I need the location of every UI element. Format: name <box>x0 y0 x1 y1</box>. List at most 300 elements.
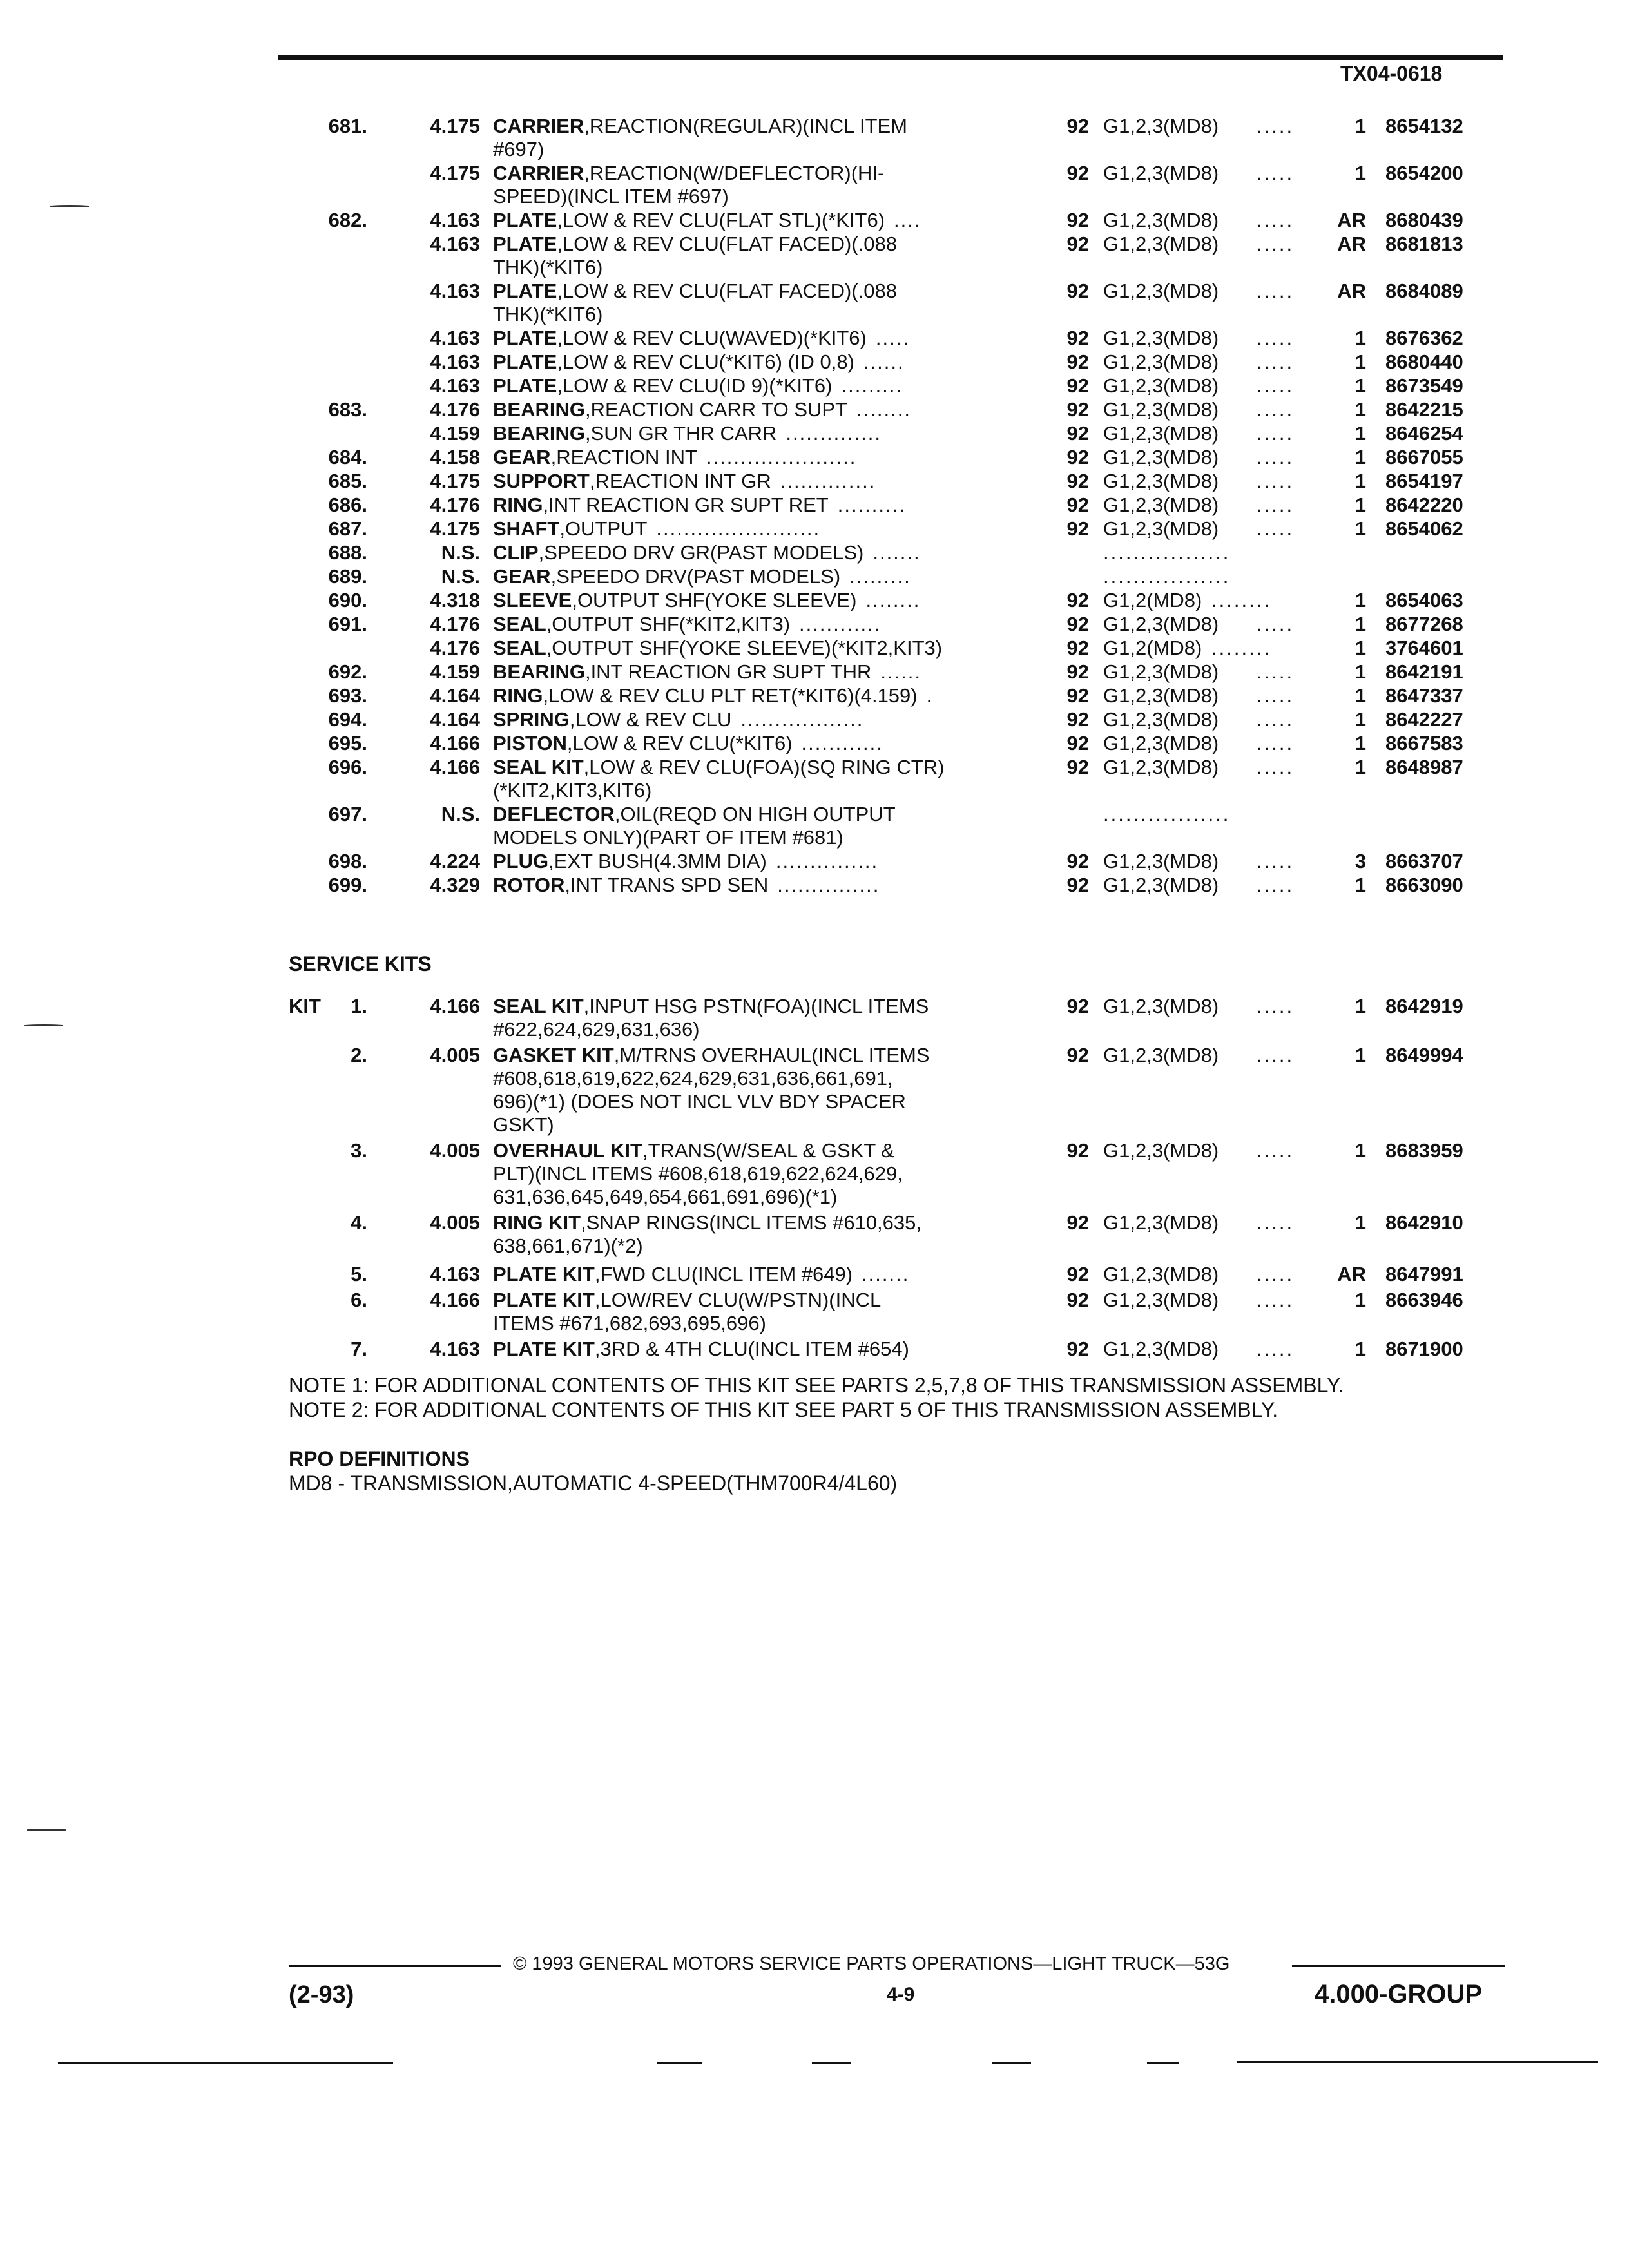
description-continuation: 696)(*1) (DOES NOT INCL VLV BDY SPACER <box>493 1090 906 1113</box>
part-description: ,LOW & REV CLU PLT RET(*KIT6)(4.159) <box>543 684 918 707</box>
part-number: 8663946 <box>1385 1289 1463 1311</box>
group-number: 4.005 <box>430 1139 480 1162</box>
dot-leader: ..... <box>1257 1044 1295 1066</box>
description-continuation: #608,618,619,622,624,629,631,636,661,691, <box>493 1067 893 1090</box>
quantity: 1 <box>1354 398 1366 421</box>
part-number: 8663707 <box>1385 850 1463 872</box>
parts-row <box>0 422 1629 445</box>
part-name: CARRIER <box>493 162 584 184</box>
model-year: 92 <box>1066 1044 1089 1066</box>
group-number: 4.163 <box>430 1263 480 1285</box>
quantity: 1 <box>1354 327 1366 349</box>
parts-row <box>0 1263 1629 1286</box>
description <box>493 637 942 660</box>
part-description: ,REACTION CARR TO SUPT <box>584 398 848 421</box>
scan-line <box>58 2062 393 2064</box>
description-continuation: SPEED)(INCL ITEM #697) <box>493 185 729 207</box>
group-number: 4.163 <box>430 209 480 231</box>
description <box>493 1263 909 1286</box>
service-kits-heading: SERVICE KITS <box>289 952 432 975</box>
group-number: 4.175 <box>430 115 480 137</box>
dot-leader: ........ <box>1211 589 1271 611</box>
part-name: SPRING <box>493 708 570 731</box>
dot-leader: ..... <box>1257 613 1295 635</box>
model-year: 92 <box>1066 756 1089 778</box>
application: G1,2(MD8) <box>1103 637 1202 659</box>
group-number: 4.176 <box>430 398 480 421</box>
model-year: 92 <box>1066 1263 1089 1285</box>
part-description: ,REACTION INT GR <box>589 470 771 492</box>
part-description: ,INT TRANS SPD SEN <box>564 874 769 896</box>
part-description: ,LOW & REV CLU(FLAT FACED)(.088 <box>557 280 898 302</box>
dot-leader: ..... <box>1257 162 1295 184</box>
part-number: 8681813 <box>1385 233 1463 255</box>
description <box>493 470 876 493</box>
group-number: 4.166 <box>430 756 480 778</box>
parts-row <box>0 613 1629 636</box>
application: G1,2,3(MD8) <box>1103 233 1219 255</box>
group-number: N.S. <box>441 803 480 825</box>
quantity: 1 <box>1354 995 1366 1017</box>
quantity: 1 <box>1354 374 1366 397</box>
parts-row <box>0 708 1629 731</box>
item-number: 688. <box>328 541 367 564</box>
part-name: CARRIER <box>493 115 584 137</box>
application: G1,2,3(MD8) <box>1103 351 1219 373</box>
application: G1,2,3(MD8) <box>1103 660 1219 683</box>
description-continuation: GSKT) <box>493 1113 554 1136</box>
part-number: 8642191 <box>1385 660 1463 683</box>
group-number: 4.163 <box>430 351 480 373</box>
parts-row <box>0 1338 1629 1361</box>
item-number: 699. <box>328 874 367 896</box>
description <box>493 374 903 398</box>
item-number: 691. <box>328 613 367 635</box>
group-number: 4.224 <box>430 850 480 872</box>
part-name: SEAL <box>493 613 546 635</box>
parts-row <box>0 684 1629 707</box>
application: G1,2,3(MD8) <box>1103 684 1219 707</box>
footer-rule-left <box>289 1965 501 1967</box>
part-name: PLATE <box>493 327 557 349</box>
application: G1,2,3(MD8) <box>1103 422 1219 445</box>
part-name: BEARING <box>493 660 585 683</box>
parts-row <box>0 494 1629 517</box>
part-name: PLATE <box>493 209 557 231</box>
group-number: 4.166 <box>430 1289 480 1311</box>
part-description: ,FWD CLU(INCL ITEM #649) <box>594 1263 853 1285</box>
description <box>493 660 921 684</box>
model-year: 92 <box>1066 162 1089 184</box>
application: G1,2,3(MD8) <box>1103 115 1219 137</box>
dot-leader: ....... <box>862 1263 910 1285</box>
description <box>493 446 856 469</box>
note-1: NOTE 1: FOR ADDITIONAL CONTENTS OF THIS KIT SEE PARTS 2,5,7,8 OF THIS TRANSMISSION ASSEMBLY. <box>289 1374 1344 1397</box>
part-number: 8654200 <box>1385 162 1463 184</box>
description <box>493 398 911 421</box>
kit-number: 3. <box>351 1139 367 1162</box>
model-year: 92 <box>1066 732 1089 754</box>
item-number: 683. <box>328 398 367 421</box>
dot-leader: ......... <box>849 565 911 588</box>
model-year: 92 <box>1066 1211 1089 1234</box>
part-name: SEAL <box>493 637 546 659</box>
dot-leader: ..... <box>1257 1289 1295 1311</box>
application: G1,2,3(MD8) <box>1103 327 1219 349</box>
parts-row <box>0 374 1629 398</box>
dot-leader: ..... <box>1257 374 1295 397</box>
parts-row <box>0 351 1629 374</box>
group-number: 4.159 <box>430 660 480 683</box>
item-number: 690. <box>328 589 367 611</box>
part-description: ,SPEEDO DRV GR(PAST MODELS) <box>538 541 864 564</box>
part-number: 8680440 <box>1385 351 1463 373</box>
dot-leader: ..... <box>1257 494 1295 516</box>
application: G1,2,3(MD8) <box>1103 732 1219 754</box>
scan-line <box>812 2062 851 2064</box>
description <box>493 209 921 232</box>
part-description: ,OUTPUT SHF(YOKE SLEEVE)(*KIT2,KIT3) <box>546 637 943 659</box>
quantity: 1 <box>1354 589 1366 611</box>
group-number: 4.166 <box>430 732 480 754</box>
group-number: 4.175 <box>430 470 480 492</box>
item-number: 693. <box>328 684 367 707</box>
kit-number: 1. <box>351 995 367 1017</box>
scan-line <box>1147 2062 1179 2064</box>
part-number: 8654197 <box>1385 470 1463 492</box>
dot-leader: ..... <box>1257 850 1295 872</box>
part-number: 8642215 <box>1385 398 1463 421</box>
quantity: 1 <box>1354 708 1366 731</box>
quantity: 1 <box>1354 1211 1366 1234</box>
application: G1,2,3(MD8) <box>1103 708 1219 731</box>
description <box>493 494 906 517</box>
part-description: ,INPUT HSG PSTN(FOA)(INCL ITEMS <box>583 995 929 1017</box>
quantity: 1 <box>1354 115 1366 137</box>
parts-row <box>0 874 1629 897</box>
dot-leader: ........ <box>856 398 911 421</box>
part-number: 8642919 <box>1385 995 1463 1017</box>
dot-leader: ..... <box>1257 115 1295 137</box>
part-number: 8671900 <box>1385 1338 1463 1360</box>
application: G1,2,3(MD8) <box>1103 280 1219 302</box>
part-name: PLATE <box>493 280 557 302</box>
application: G1,2,3(MD8) <box>1103 1338 1219 1360</box>
description <box>493 1338 909 1361</box>
part-number: 8673549 <box>1385 374 1463 397</box>
model-year: 92 <box>1066 398 1089 421</box>
dot-leader: .......... <box>837 494 906 516</box>
footer-rule-right <box>1292 1965 1505 1967</box>
dot-leader: ..... <box>1257 995 1295 1017</box>
part-description: ,LOW & REV CLU <box>569 708 732 731</box>
part-description: ,SUN GR THR CARR <box>584 422 777 445</box>
quantity: AR <box>1337 209 1366 231</box>
dot-leader: .............. <box>786 422 882 445</box>
group-number: 4.163 <box>430 1338 480 1360</box>
description <box>493 850 878 873</box>
item-number: 696. <box>328 756 367 778</box>
dot-leader: .... <box>894 209 921 231</box>
parts-row <box>0 398 1629 421</box>
description <box>493 1211 921 1235</box>
part-number: 8680439 <box>1385 209 1463 231</box>
dot-leader: ...................... <box>706 446 857 468</box>
description <box>493 732 883 755</box>
application: G1,2,3(MD8) <box>1103 1211 1219 1234</box>
quantity: 1 <box>1354 732 1366 754</box>
parts-row <box>0 1044 1629 1067</box>
footer-copyright: © 1993 GENERAL MOTORS SERVICE PARTS OPERATIONS—LIGHT TRUCK—53G <box>513 1954 1230 1974</box>
dot-leader: ..... <box>1257 732 1295 754</box>
item-number: 681. <box>328 115 367 137</box>
application: G1,2,3(MD8) <box>1103 874 1219 896</box>
part-number: 3764601 <box>1385 637 1463 659</box>
part-number: 8646254 <box>1385 422 1463 445</box>
group-number: N.S. <box>441 541 480 564</box>
model-year: 92 <box>1066 517 1089 540</box>
scan-mark <box>27 1829 66 1831</box>
part-name: PLUG <box>493 850 549 872</box>
model-year: 92 <box>1066 589 1089 611</box>
model-year: 92 <box>1066 115 1089 137</box>
application: G1,2,3(MD8) <box>1103 995 1219 1017</box>
kit-number: 2. <box>351 1044 367 1066</box>
part-name: GEAR <box>493 446 551 468</box>
parts-row <box>0 209 1629 232</box>
part-name: PLATE KIT <box>493 1289 595 1311</box>
group-number: 4.176 <box>430 613 480 635</box>
part-name: BEARING <box>493 422 585 445</box>
group-number: 4.005 <box>430 1044 480 1066</box>
part-description: ,LOW & REV CLU(FOA)(SQ RING CTR) <box>583 756 945 778</box>
part-description: ,LOW & REV CLU(*KIT6) <box>566 732 793 754</box>
description <box>493 995 929 1018</box>
dot-leader: ..... <box>1257 470 1295 492</box>
part-number: 8684089 <box>1385 280 1463 302</box>
part-name: PLATE KIT <box>493 1263 595 1285</box>
part-description: ,OUTPUT SHF(*KIT2,KIT3) <box>546 613 791 635</box>
description <box>493 874 880 897</box>
group-number: 4.329 <box>430 874 480 896</box>
dot-leader: ...... <box>880 660 922 683</box>
application: G1,2,3(MD8) <box>1103 1139 1219 1162</box>
part-name: CLIP <box>493 541 539 564</box>
part-description: ,REACTION INT <box>550 446 697 468</box>
part-description: ,SPEEDO DRV(PAST MODELS) <box>550 565 841 588</box>
part-description: ,LOW & REV CLU(FLAT STL)(*KIT6) <box>557 209 885 231</box>
parts-row <box>0 446 1629 469</box>
model-year: 92 <box>1066 874 1089 896</box>
quantity: 1 <box>1354 1139 1366 1162</box>
part-description: ,REACTION(W/DEFLECTOR)(HI- <box>584 162 885 184</box>
model-year: 92 <box>1066 374 1089 397</box>
parts-row <box>0 115 1629 138</box>
description-continuation: THK)(*KIT6) <box>493 303 603 325</box>
application: G1,2,3(MD8) <box>1103 1044 1219 1066</box>
part-name: PLATE <box>493 374 557 397</box>
part-name: PLATE <box>493 351 557 373</box>
part-description: ,LOW & REV CLU(ID 9)(*KIT6) <box>557 374 833 397</box>
application: G1,2,3(MD8) <box>1103 446 1219 468</box>
quantity: 3 <box>1354 850 1366 872</box>
item-number: 695. <box>328 732 367 754</box>
footer-group: 4.000-GROUP <box>1315 1980 1483 2008</box>
scan-line <box>1237 2061 1598 2063</box>
part-description: ,LOW & REV CLU(FLAT FACED)(.088 <box>557 233 898 255</box>
dot-leader: ..... <box>1257 1211 1295 1234</box>
item-number: 682. <box>328 209 367 231</box>
group-number: 4.164 <box>430 684 480 707</box>
footer-page-number: 4-9 <box>887 1984 915 2005</box>
description <box>493 1139 894 1162</box>
description-continuation: (*KIT2,KIT3,KIT6) <box>493 779 652 802</box>
dot-leader: ................. <box>1103 803 1231 825</box>
description-continuation: PLT)(INCL ITEMS #608,618,619,622,624,629, <box>493 1162 903 1185</box>
model-year: 92 <box>1066 494 1089 516</box>
part-description: ,OUTPUT <box>559 517 648 540</box>
parts-row <box>0 1139 1629 1162</box>
quantity: 1 <box>1354 494 1366 516</box>
dot-leader: ..... <box>1257 660 1295 683</box>
application: G1,2,3(MD8) <box>1103 1263 1219 1285</box>
kit-number: 4. <box>351 1211 367 1234</box>
dot-leader: ..... <box>1257 517 1295 540</box>
quantity: 1 <box>1354 422 1366 445</box>
group-number: 4.163 <box>430 327 480 349</box>
description <box>493 422 882 445</box>
group-number: 4.318 <box>430 589 480 611</box>
parts-row <box>0 470 1629 493</box>
part-number: 8654063 <box>1385 589 1463 611</box>
group-number: 4.163 <box>430 233 480 255</box>
part-name: SLEEVE <box>493 589 572 611</box>
model-year: 92 <box>1066 280 1089 302</box>
group-number: 4.176 <box>430 637 480 659</box>
group-number: 4.175 <box>430 162 480 184</box>
dot-leader: ........ <box>865 589 921 611</box>
description <box>493 115 907 138</box>
footer-date-code: (2-93) <box>289 1981 354 2008</box>
model-year: 92 <box>1066 613 1089 635</box>
group-number: 4.005 <box>430 1211 480 1234</box>
dot-leader: ..... <box>875 327 910 349</box>
dot-leader: ............ <box>799 613 882 635</box>
parts-row <box>0 589 1629 612</box>
part-number: 8647337 <box>1385 684 1463 707</box>
model-year: 92 <box>1066 684 1089 707</box>
part-number: 8676362 <box>1385 327 1463 349</box>
application: G1,2,3(MD8) <box>1103 1289 1219 1311</box>
dot-leader: ............ <box>801 732 883 754</box>
parts-row <box>0 565 1629 588</box>
model-year: 92 <box>1066 470 1089 492</box>
application: G1,2,3(MD8) <box>1103 398 1219 421</box>
description-continuation: MODELS ONLY)(PART OF ITEM #681) <box>493 826 843 849</box>
parts-row <box>0 327 1629 350</box>
description <box>493 327 910 350</box>
model-year: 92 <box>1066 995 1089 1017</box>
part-name: RING KIT <box>493 1211 581 1234</box>
item-number: 686. <box>328 494 367 516</box>
application: G1,2,3(MD8) <box>1103 470 1219 492</box>
description <box>493 541 921 564</box>
part-description: ,M/TRNS OVERHAUL(INCL ITEMS <box>613 1044 930 1066</box>
description-continuation: #622,624,629,631,636) <box>493 1018 700 1041</box>
dot-leader: ..... <box>1257 327 1295 349</box>
part-description: ,OIL(REQD ON HIGH OUTPUT <box>614 803 896 825</box>
part-description: ,INT REACTION GR SUPT RET <box>543 494 829 516</box>
group-number: 4.159 <box>430 422 480 445</box>
part-name: SEAL KIT <box>493 995 584 1017</box>
quantity: 1 <box>1354 351 1366 373</box>
application: G1,2,3(MD8) <box>1103 517 1219 540</box>
model-year: 92 <box>1066 1338 1089 1360</box>
quantity: AR <box>1337 280 1366 302</box>
part-name: PLATE KIT <box>493 1338 595 1360</box>
item-number: 694. <box>328 708 367 731</box>
dot-leader: ..... <box>1257 280 1295 302</box>
quantity: 1 <box>1354 684 1366 707</box>
dot-leader: ................. <box>1103 565 1231 588</box>
model-year: 92 <box>1066 209 1089 231</box>
part-description: ,LOW/REV CLU(W/PSTN)(INCL <box>594 1289 882 1311</box>
group-number: N.S. <box>441 565 480 588</box>
quantity: 1 <box>1354 660 1366 683</box>
part-name: SHAFT <box>493 517 560 540</box>
dot-leader: ......... <box>841 374 903 397</box>
description <box>493 233 897 256</box>
part-number: 8663090 <box>1385 874 1463 896</box>
quantity: 1 <box>1354 613 1366 635</box>
scan-mark <box>50 205 89 207</box>
rpo-definition: MD8 - TRANSMISSION,AUTOMATIC 4-SPEED(THM700R4/4L60) <box>289 1472 898 1495</box>
model-year: 92 <box>1066 1139 1089 1162</box>
part-name: PLATE <box>493 233 557 255</box>
part-name: RING <box>493 684 543 707</box>
dot-leader: .............. <box>780 470 876 492</box>
note-2: NOTE 2: FOR ADDITIONAL CONTENTS OF THIS KIT SEE PART 5 OF THIS TRANSMISSION ASSEMBLY. <box>289 1398 1278 1421</box>
model-year: 92 <box>1066 351 1089 373</box>
scan-line <box>657 2062 702 2064</box>
group-number: 4.164 <box>430 708 480 731</box>
quantity: 1 <box>1354 874 1366 896</box>
dot-leader: ................. <box>1103 541 1231 564</box>
rpo-heading: RPO DEFINITIONS <box>289 1447 470 1470</box>
application: G1,2,3(MD8) <box>1103 850 1219 872</box>
group-number: 4.158 <box>430 446 480 468</box>
parts-row <box>0 850 1629 873</box>
dot-leader: ..... <box>1257 1338 1295 1360</box>
description <box>493 708 863 731</box>
parts-row <box>0 541 1629 564</box>
application: G1,2,3(MD8) <box>1103 209 1219 231</box>
part-number: 8647991 <box>1385 1263 1463 1285</box>
part-number: 8649994 <box>1385 1044 1463 1066</box>
scan-line <box>992 2062 1031 2064</box>
description <box>493 280 897 303</box>
item-number: 687. <box>328 517 367 540</box>
scan-mark <box>24 1024 63 1026</box>
dot-leader: ..... <box>1257 351 1295 373</box>
description-continuation: 631,636,645,649,654,661,691,696)(*1) <box>493 1186 838 1208</box>
dot-leader: ..... <box>1257 422 1295 445</box>
part-number: 8648987 <box>1385 756 1463 778</box>
dot-leader: ..... <box>1257 446 1295 468</box>
model-year: 92 <box>1066 233 1089 255</box>
item-number: 684. <box>328 446 367 468</box>
kit-number: 5. <box>351 1263 367 1285</box>
